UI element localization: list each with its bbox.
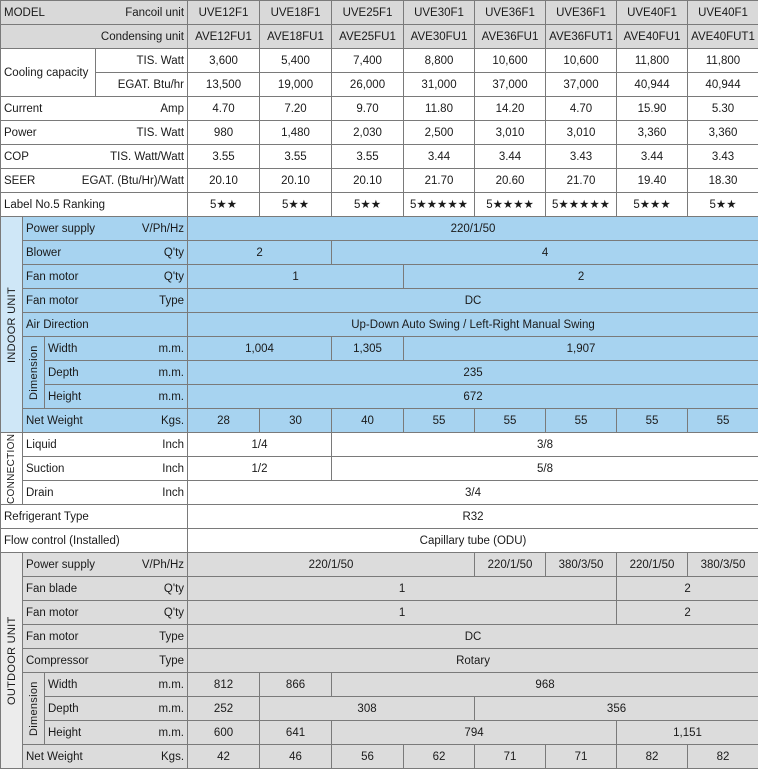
value-cell: 40	[332, 409, 404, 433]
fancoil-model: UVE30F1	[404, 1, 475, 25]
value-cell: 21.70	[546, 169, 617, 193]
value-cell: 82	[688, 745, 758, 769]
value-cell: 812	[188, 673, 260, 697]
power-row	[1, 121, 758, 145]
row-label: Height	[45, 721, 96, 745]
row-unit: Inch	[96, 481, 188, 505]
row-unit: Kgs.	[96, 745, 188, 769]
row-unit: TIS. Watt/Watt	[96, 145, 188, 169]
value-cell: 980	[188, 121, 260, 145]
row-label: Fan motor	[23, 289, 96, 313]
connection-suction-row	[1, 457, 758, 481]
outdoor-fan-motor-qty-row	[1, 601, 758, 625]
row-label: Blower	[23, 241, 96, 265]
value-cell: 20.10	[260, 169, 332, 193]
flow-control-row	[1, 529, 758, 553]
value-cell: 55	[475, 409, 546, 433]
row-unit: m.m.	[96, 673, 188, 697]
outdoor-compressor-row	[1, 649, 758, 673]
connection-liquid-row	[1, 433, 758, 457]
value-cell: 5★★★★★	[404, 193, 475, 217]
fancoil-model: UVE36F1	[546, 1, 617, 25]
row-unit: Inch	[96, 457, 188, 481]
value-cell: 7.20	[260, 97, 332, 121]
value-cell: 3,600	[188, 49, 260, 73]
indoor-fan-motor-type-row	[1, 289, 758, 313]
outdoor-depth-row	[1, 697, 758, 721]
value-cell: 3,360	[617, 121, 688, 145]
value-cell: 3.44	[404, 145, 475, 169]
value-cell: 1,480	[260, 121, 332, 145]
value-cell: 3,010	[546, 121, 617, 145]
indoor-fan-motor-qty-row	[1, 265, 758, 289]
value-cell: 235	[188, 361, 758, 385]
row-unit: m.m.	[96, 337, 188, 361]
value-cell: 2,030	[332, 121, 404, 145]
indoor-width-row	[1, 337, 758, 361]
row-unit: TIS. Watt	[96, 121, 188, 145]
value-cell: 28	[188, 409, 260, 433]
value-cell: 55	[404, 409, 475, 433]
value-cell: 3,360	[688, 121, 758, 145]
row-unit: Kgs.	[96, 409, 188, 433]
value-cell: 55	[688, 409, 758, 433]
cooling-tis-row	[1, 49, 758, 73]
row-unit: EGAT. Btu/hr	[96, 73, 188, 97]
value-cell: 3,010	[475, 121, 546, 145]
value-cell: 11.80	[404, 97, 475, 121]
value-cell: 3.43	[688, 145, 758, 169]
row-label: Fan motor	[23, 265, 96, 289]
row-label: Flow control (Installed)	[1, 529, 188, 553]
value-cell: 3.55	[260, 145, 332, 169]
row-label: Air Direction	[23, 313, 188, 337]
value-cell: 82	[617, 745, 688, 769]
row-unit: Q'ty	[96, 241, 188, 265]
row-label: Power	[1, 121, 96, 145]
row-label: Width	[45, 337, 96, 361]
row-label: Depth	[45, 361, 96, 385]
row-label: Drain	[23, 481, 96, 505]
value-cell: 5,400	[260, 49, 332, 73]
value-cell: 2	[617, 601, 758, 625]
row-label: Net Weight	[23, 745, 96, 769]
row-unit: Q'ty	[96, 601, 188, 625]
value-cell: 3.43	[546, 145, 617, 169]
value-cell: 2	[617, 577, 758, 601]
value-cell: 672	[188, 385, 758, 409]
row-label: Net Weight	[23, 409, 96, 433]
value-cell: 220/1/50	[617, 553, 688, 577]
row-label: Current	[1, 97, 96, 121]
value-cell: 5/8	[332, 457, 758, 481]
outdoor-net-weight-row	[1, 745, 758, 769]
value-cell: 3.44	[475, 145, 546, 169]
value-cell: 1	[188, 265, 404, 289]
condensing-model: AVE36FU1	[475, 25, 546, 49]
connection-band: CONNECTION	[1, 433, 23, 505]
row-unit: m.m.	[96, 361, 188, 385]
value-cell: 3/4	[188, 481, 758, 505]
row-label: Fan blade	[23, 577, 96, 601]
value-cell: 220/1/50	[188, 217, 758, 241]
condensing-model: AVE18FU1	[260, 25, 332, 49]
value-cell: 21.70	[404, 169, 475, 193]
row-unit: TIS. Watt	[96, 49, 188, 73]
value-cell: 46	[260, 745, 332, 769]
indoor-air-direction-row	[1, 313, 758, 337]
value-cell: 2	[404, 265, 758, 289]
value-cell: 10,600	[546, 49, 617, 73]
row-label: Depth	[45, 697, 96, 721]
value-cell: 380/3/50	[546, 553, 617, 577]
indoor-depth-row	[1, 361, 758, 385]
value-cell: 5★★	[332, 193, 404, 217]
row-unit: m.m.	[96, 385, 188, 409]
current-row	[1, 97, 758, 121]
value-cell: 10,600	[475, 49, 546, 73]
row-label: Height	[45, 385, 96, 409]
condensing-model: AVE40FUT1	[688, 25, 758, 49]
value-cell: 3.55	[332, 145, 404, 169]
value-cell: 11,800	[688, 49, 758, 73]
value-cell: 62	[404, 745, 475, 769]
value-cell: 37,000	[475, 73, 546, 97]
outdoor-dimension-band: Dimension	[23, 673, 45, 745]
value-cell: 1/2	[188, 457, 332, 481]
header-condensing-row	[1, 25, 758, 49]
cooling-egat-row	[1, 73, 758, 97]
value-cell: 55	[617, 409, 688, 433]
value-cell: 18.30	[688, 169, 758, 193]
value-cell: 3.44	[617, 145, 688, 169]
value-cell: 14.20	[475, 97, 546, 121]
value-cell: 5★★	[260, 193, 332, 217]
value-cell: 42	[188, 745, 260, 769]
value-cell: 600	[188, 721, 260, 745]
row-label: Compressor	[23, 649, 96, 673]
outdoor-height-row	[1, 721, 758, 745]
outdoor-power-supply-row	[1, 553, 758, 577]
value-cell: 20.10	[188, 169, 260, 193]
row-unit: Type	[96, 625, 188, 649]
refrigerant-type-row	[1, 505, 758, 529]
value-cell: 1	[188, 577, 617, 601]
value-cell: 866	[260, 673, 332, 697]
value-cell: 30	[260, 409, 332, 433]
value-cell: 55	[546, 409, 617, 433]
row-unit: m.m.	[96, 721, 188, 745]
condensing-model: AVE25FU1	[332, 25, 404, 49]
fancoil-label: Fancoil unit	[96, 1, 188, 25]
value-cell: 5★★★★★	[546, 193, 617, 217]
value-cell: R32	[188, 505, 758, 529]
row-unit: Type	[96, 289, 188, 313]
value-cell: 5★★	[188, 193, 260, 217]
value-cell: 40,944	[617, 73, 688, 97]
outdoor-width-row	[1, 673, 758, 697]
value-cell: 1	[188, 601, 617, 625]
value-cell: 3.55	[188, 145, 260, 169]
row-label: SEER	[1, 169, 45, 193]
row-unit: EGAT. (Btu/Hr)/Watt	[45, 169, 188, 193]
value-cell: 4	[332, 241, 758, 265]
row-label: Power supply	[23, 553, 96, 577]
cooling-capacity-label: Cooling capacity	[1, 49, 96, 97]
value-cell: 968	[332, 673, 758, 697]
value-cell: Up-Down Auto Swing / Left-Right Manual Swing	[188, 313, 758, 337]
value-cell: 11,800	[617, 49, 688, 73]
value-cell: 20.10	[332, 169, 404, 193]
value-cell: 4.70	[546, 97, 617, 121]
condensing-model: AVE30FU1	[404, 25, 475, 49]
condensing-model: AVE12FU1	[188, 25, 260, 49]
value-cell: 356	[475, 697, 758, 721]
value-cell: DC	[188, 625, 758, 649]
row-unit: Q'ty	[96, 265, 188, 289]
value-cell: 31,000	[404, 73, 475, 97]
value-cell: 5.30	[688, 97, 758, 121]
value-cell: 7,400	[332, 49, 404, 73]
row-unit: Inch	[96, 433, 188, 457]
value-cell: 641	[260, 721, 332, 745]
value-cell: 8,800	[404, 49, 475, 73]
value-cell: 3/8	[332, 433, 758, 457]
row-label: Label No.5 Ranking	[1, 193, 188, 217]
value-cell: 20.60	[475, 169, 546, 193]
model-label: MODEL	[1, 1, 96, 25]
value-cell: 220/1/50	[188, 553, 475, 577]
condensing-label: Condensing unit	[96, 25, 188, 49]
row-label: Fan motor	[23, 601, 96, 625]
row-label: Liquid	[23, 433, 96, 457]
value-cell: 37,000	[546, 73, 617, 97]
value-cell: 71	[475, 745, 546, 769]
value-cell: 26,000	[332, 73, 404, 97]
row-unit: m.m.	[96, 697, 188, 721]
value-cell: Rotary	[188, 649, 758, 673]
condensing-model: AVE36FUT1	[546, 25, 617, 49]
header-fancoil-row	[1, 1, 758, 25]
value-cell: 1/4	[188, 433, 332, 457]
value-cell: 71	[546, 745, 617, 769]
value-cell: 1,305	[332, 337, 404, 361]
value-cell: 794	[332, 721, 617, 745]
value-cell: 5★★	[688, 193, 758, 217]
value-cell: 19,000	[260, 73, 332, 97]
value-cell: Capillary tube (ODU)	[188, 529, 758, 553]
value-cell: 380/3/50	[688, 553, 758, 577]
value-cell: 5★★★	[617, 193, 688, 217]
row-unit: V/Ph/Hz	[96, 217, 188, 241]
row-label: Refrigerant Type	[1, 505, 188, 529]
row-label: Fan motor	[23, 625, 96, 649]
outdoor-fan-motor-type-row	[1, 625, 758, 649]
value-cell: 1,907	[404, 337, 758, 361]
fancoil-model: UVE25F1	[332, 1, 404, 25]
row-label: Power supply	[23, 217, 96, 241]
value-cell: 1,151	[617, 721, 758, 745]
empty-cell	[1, 25, 96, 49]
row-label: Suction	[23, 457, 96, 481]
value-cell: 40,944	[688, 73, 758, 97]
indoor-blower-row	[1, 241, 758, 265]
value-cell: 9.70	[332, 97, 404, 121]
indoor-power-supply-row	[1, 217, 758, 241]
value-cell: 2,500	[404, 121, 475, 145]
fancoil-model: UVE18F1	[260, 1, 332, 25]
fancoil-model: UVE36F1	[475, 1, 546, 25]
value-cell: 56	[332, 745, 404, 769]
cop-row	[1, 145, 758, 169]
value-cell: DC	[188, 289, 758, 313]
value-cell: 1,004	[188, 337, 332, 361]
value-cell: 308	[260, 697, 475, 721]
seer-row	[1, 169, 758, 193]
indoor-height-row	[1, 385, 758, 409]
connection-drain-row	[1, 481, 758, 505]
row-unit: Type	[96, 649, 188, 673]
row-unit: V/Ph/Hz	[96, 553, 188, 577]
value-cell: 252	[188, 697, 260, 721]
outdoor-fan-blade-row	[1, 577, 758, 601]
fancoil-model: UVE40F1	[617, 1, 688, 25]
value-cell: 15.90	[617, 97, 688, 121]
value-cell: 5★★★★	[475, 193, 546, 217]
indoor-dimension-band: Dimension	[23, 337, 45, 409]
value-cell: 4.70	[188, 97, 260, 121]
row-unit: Q'ty	[96, 577, 188, 601]
condensing-model: AVE40FU1	[617, 25, 688, 49]
value-cell: 220/1/50	[475, 553, 546, 577]
label-ranking-row	[1, 193, 758, 217]
fancoil-model: UVE40F1	[688, 1, 758, 25]
row-unit: Amp	[96, 97, 188, 121]
outdoor-unit-band: OUTDOOR UNIT	[1, 553, 23, 769]
indoor-net-weight-row	[1, 409, 758, 433]
value-cell: 13,500	[188, 73, 260, 97]
row-label: Width	[45, 673, 96, 697]
fancoil-model: UVE12F1	[188, 1, 260, 25]
indoor-unit-band: INDOOR UNIT	[1, 217, 23, 433]
value-cell: 2	[188, 241, 332, 265]
row-label: COP	[1, 145, 96, 169]
value-cell: 19.40	[617, 169, 688, 193]
